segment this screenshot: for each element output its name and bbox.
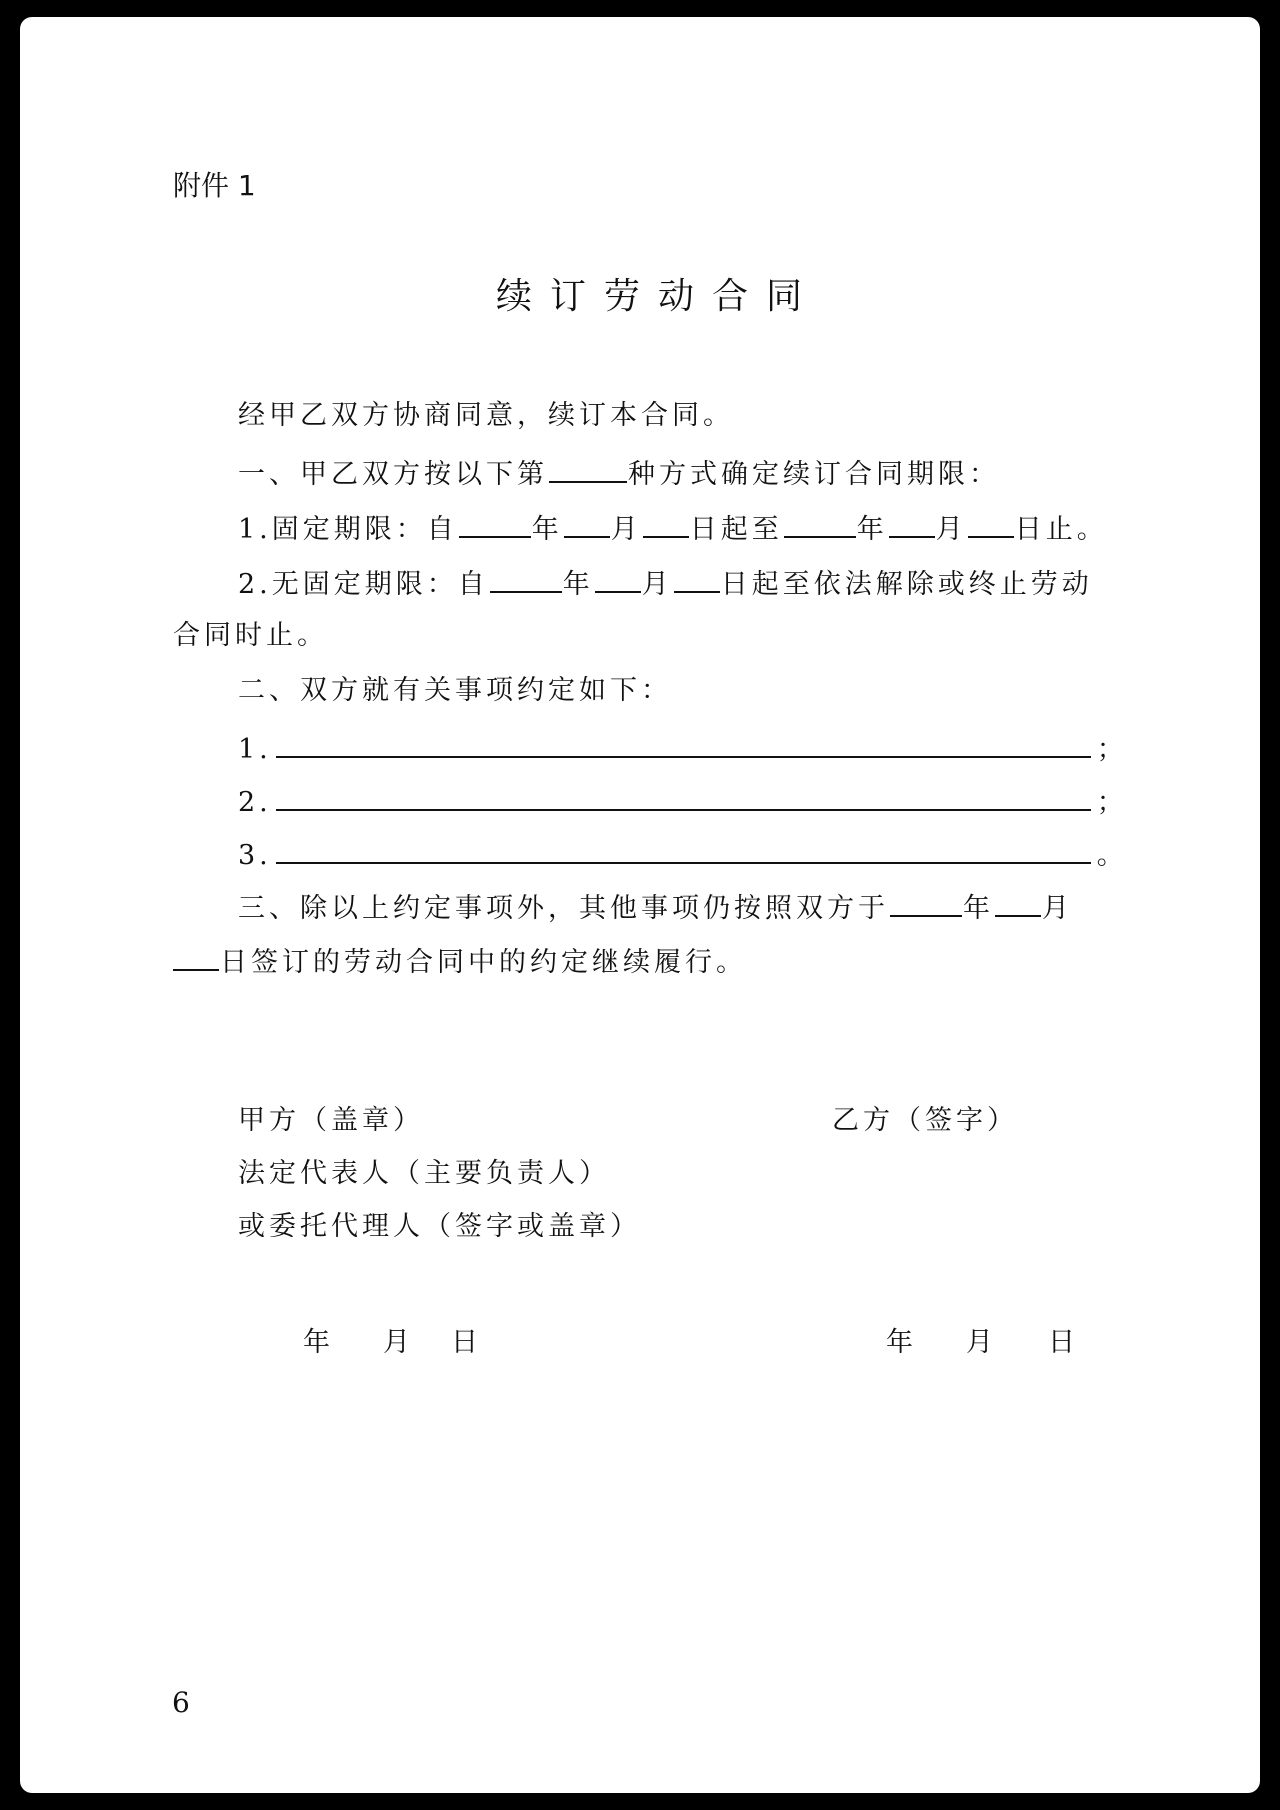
clause2-item [238, 785, 1128, 816]
clause3-continuation-line [173, 945, 747, 976]
item-end-punctuation: 。 [1096, 840, 1128, 871]
option1-end-day-blank[interactable] [968, 512, 1014, 538]
party-a-label: 甲方（盖章） [238, 1105, 424, 1136]
intro-text: 经甲乙双方协商同意，续订本合同。 [238, 400, 734, 431]
legal-rep-label: 法定代表人（主要负责人） [238, 1158, 610, 1189]
agent-label: 或委托代理人（签字或盖章） [238, 1211, 641, 1242]
item-number: 1. [238, 734, 272, 765]
date-b-year: 年 [886, 1327, 913, 1358]
date-a-year: 年 [303, 1327, 330, 1358]
option2-start-month-blank[interactable] [595, 567, 641, 593]
clause3-month-blank[interactable] [995, 891, 1041, 917]
page-number: 6 [172, 1686, 190, 1719]
clause3-prefix: 三、除以上约定事项外，其他事项仍按照双方于 [238, 893, 889, 924]
option1-start-month-blank[interactable] [564, 512, 610, 538]
clause1-prefix: 一、甲乙双方按以下第 [238, 459, 548, 490]
item-end-punctuation: ； [1096, 734, 1128, 765]
date-a-day: 日 [451, 1327, 478, 1358]
option1-month2-label: 月 [935, 514, 967, 545]
item-number: 2. [238, 787, 272, 818]
item-3-blank[interactable] [276, 838, 1091, 864]
document-title: 续订劳动合同 [495, 276, 820, 317]
option2-prefix: 2.无固定期限：自 [238, 569, 489, 600]
clause1-suffix: 种方式确定续订合同期限： [628, 459, 1000, 490]
option2-suffix: 日起至依法解除或终止劳动 [720, 569, 1093, 600]
option1-end-month-blank[interactable] [889, 512, 935, 538]
clause1-line [238, 457, 1000, 488]
item-2-blank[interactable] [276, 785, 1091, 811]
clause3-year-label: 年 [963, 893, 994, 924]
option1-year-label: 年 [531, 514, 563, 545]
method-number-blank[interactable] [549, 457, 627, 483]
option1-line [238, 512, 1108, 543]
clause3-line [238, 891, 1073, 922]
date-a-month: 月 [383, 1327, 410, 1358]
option1-prefix: 1.固定期限：自 [238, 514, 458, 545]
item-1-blank[interactable] [276, 732, 1091, 758]
option2-continuation: 合同时止。 [173, 620, 328, 651]
clause3-day-blank[interactable] [173, 945, 219, 971]
option1-day-from-label: 日起至 [689, 514, 783, 545]
clause3-month-label: 月 [1042, 893, 1073, 924]
clause3-continuation: 日签订的劳动合同中的约定继续履行。 [220, 947, 747, 978]
option1-end-year-blank[interactable] [784, 512, 856, 538]
date-b-day: 日 [1048, 1327, 1075, 1358]
attachment-label: 附件 1 [173, 169, 256, 202]
party-b-label: 乙方（签字） [832, 1105, 1018, 1136]
clause2-heading: 二、双方就有关事项约定如下： [238, 675, 672, 706]
option2-start-day-blank[interactable] [674, 567, 720, 593]
option1-start-day-blank[interactable] [643, 512, 689, 538]
option2-month-label: 月 [641, 569, 673, 600]
option1-day-end-label: 日止。 [1014, 514, 1108, 545]
option1-start-year-blank[interactable] [459, 512, 531, 538]
option2-year-label: 年 [562, 569, 594, 600]
option2-start-year-blank[interactable] [490, 567, 562, 593]
intro-line [238, 402, 734, 429]
item-end-punctuation: ； [1096, 787, 1128, 818]
item-number: 3. [238, 840, 272, 871]
option1-year2-label: 年 [856, 514, 888, 545]
option2-line [238, 567, 1093, 598]
document-page [20, 17, 1260, 1793]
clause3-year-blank[interactable] [890, 891, 962, 917]
date-b-month: 月 [966, 1327, 993, 1358]
clause2-item [238, 838, 1128, 869]
option1-month-label: 月 [610, 514, 642, 545]
clause2-item [238, 732, 1128, 763]
